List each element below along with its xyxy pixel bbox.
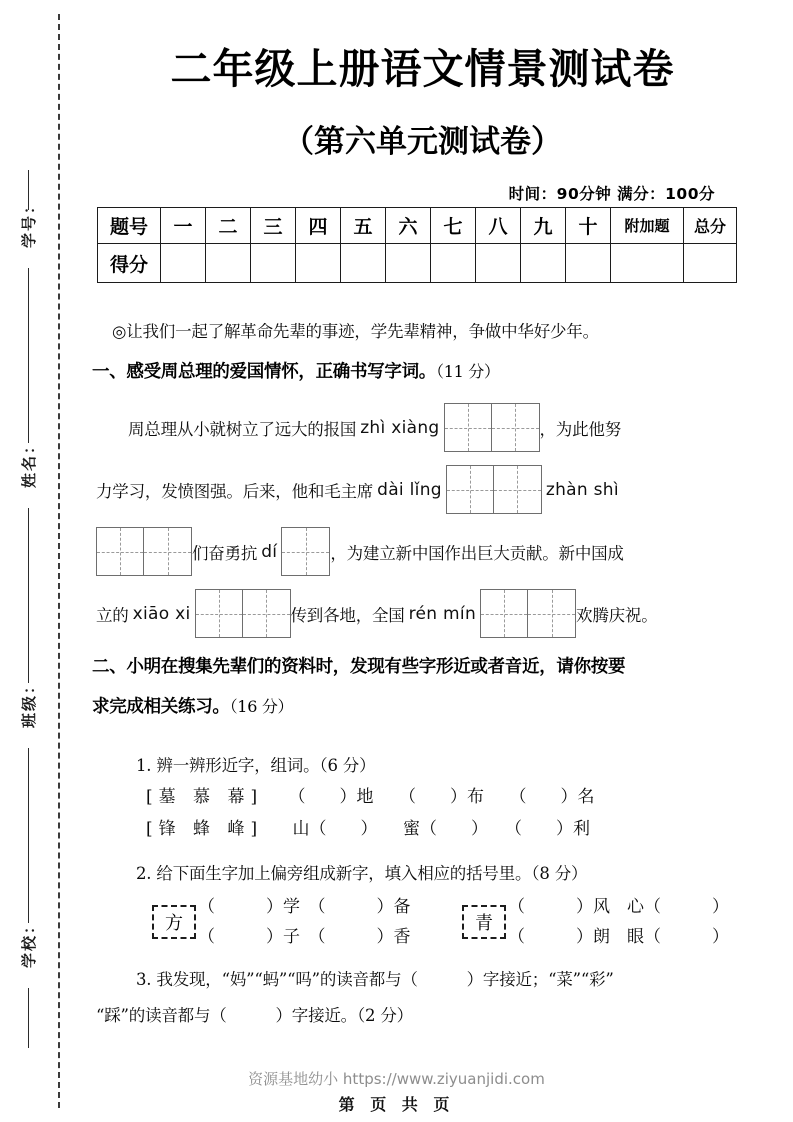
tianzige-cell[interactable] [196,590,243,637]
question-2-fang-line-2[interactable]: （ ）子 （ ）香 [198,927,411,947]
lead-note: ◎让我们一起了解革命先辈的事迹，学先辈精神，争做中华好少年。 [112,322,599,341]
radical-box-fang: 方 [152,905,196,939]
question-2-qing-line-2[interactable]: （ ）朗 眼（ ） [508,927,729,947]
tianzige-2cell[interactable] [444,403,540,452]
pinyin-di: dí [261,541,278,562]
score-col-8: 八 [476,208,521,244]
tianzige-cell[interactable] [243,590,290,637]
score-col-total: 总分 [684,208,737,244]
question-3-prompt-line-2-text[interactable]: “踩”的读音都与（ ）字接近。 [96,1006,357,1025]
margin-label-student-id-text: 学号： [20,196,39,249]
section-two-heading-line-1 [92,653,625,678]
score-table-row-label-question: 题号 [98,208,161,244]
question-3-points: （2 分） [356,1006,413,1025]
section-one-heading [92,358,500,383]
cloze-line-1 [128,403,621,452]
question-2-qing-blanks[interactable] [508,892,729,952]
question-1-row-1 [146,782,594,807]
tianzige-2cell[interactable] [96,527,192,576]
cloze-line-3-post: ，为建立新中国作出巨大贡献。新中国成 [330,543,624,563]
watermark: 资源基地幼小 https://www.ziyuanjidi.com [248,1070,545,1088]
score-cell-7[interactable] [431,244,476,283]
cloze-line-2-pre: 力学习，发愤图强。后来，他和毛主席 [96,481,374,501]
score-col-2: 二 [206,208,251,244]
tianzige-cell[interactable] [447,466,494,513]
tianzige-cell[interactable] [282,528,329,575]
tianzige-cell[interactable] [492,404,539,451]
cloze-line-3-mid: 们奋勇抗 [192,543,258,563]
margin-label-student-id [0,196,58,249]
exam-meta: 时间：90分钟 满分：100分 [508,185,715,203]
tianzige-cell[interactable] [144,528,191,575]
section-two-points: （16 分） [229,697,294,716]
page-subtitle: （第六单元测试卷） [283,124,562,160]
question-1-points: （6 分） [319,756,376,775]
score-table [97,207,737,283]
tianzige-cell[interactable] [528,590,575,637]
margin-label-name [0,436,58,489]
score-cell-5[interactable] [341,244,386,283]
score-col-10: 十 [566,208,611,244]
pinyin-zhan-shi: zhàn shì [545,479,619,500]
score-cell-2[interactable] [206,244,251,283]
tianzige-1cell[interactable] [281,527,330,576]
cloze-line-3 [96,527,624,576]
section-two-heading-line-2-text: 求完成相关练习。 [92,697,230,717]
radical-box-qing: 青 [462,905,506,939]
question-1-row-1-blanks[interactable]: （ ）地 （ ）布 （ ）名 [288,787,595,807]
question-1-number: 1. [136,756,152,775]
tianzige-2cell[interactable] [480,589,576,638]
cloze-line-4-post: 欢腾庆祝。 [576,605,658,625]
cut-dashed-line [58,14,60,1108]
margin-label-name-text: 姓名： [20,436,39,489]
question-3-number: 3. [136,970,152,989]
margin-label-school-text: 学校： [20,916,39,969]
tianzige-2cell[interactable] [446,465,542,514]
table-row-scores [98,244,737,283]
score-col-5: 五 [341,208,386,244]
score-col-6: 六 [386,208,431,244]
question-3-prompt-line-2 [96,1002,413,1026]
section-two-heading-line-2 [92,693,293,718]
tianzige-2cell[interactable] [195,589,291,638]
pinyin-zhi-xiang: zhì xiàng [360,417,440,438]
score-col-1: 一 [161,208,206,244]
cloze-line-4 [96,589,658,638]
section-one-heading-text: 一、感受周总理的爱国情怀，正确书写字词。 [92,362,436,382]
margin-rule [28,988,29,1048]
score-cell-10[interactable] [566,244,611,283]
tianzige-cell[interactable] [445,404,492,451]
score-cell-extra[interactable] [611,244,684,283]
page-title: 二年级上册语文情景测试卷 [170,45,675,93]
pinyin-ren-min: rén mín [408,603,477,624]
margin-label-school [0,916,58,969]
score-cell-total[interactable] [684,244,737,283]
score-cell-8[interactable] [476,244,521,283]
score-cell-6[interactable] [386,244,431,283]
question-3-prompt-line-1-text[interactable]: 我发现，“妈”“蚂”“吗”的读音都与（ ）字接近；“菜”“彩” [156,970,614,989]
question-1-row-2-bracket: [锋 蜂 峰] [146,819,264,839]
pinyin-xiao-xi: xiāo xi [132,603,191,624]
tianzige-cell[interactable] [481,590,528,637]
tianzige-cell[interactable] [494,466,541,513]
score-cell-3[interactable] [251,244,296,283]
score-table-row-label-score: 得分 [98,244,161,283]
question-1-row-2-blanks[interactable]: 山（ ） 蜜（ ） （ ）利 [292,819,590,839]
score-cell-9[interactable] [521,244,566,283]
question-2-qing-line-1[interactable]: （ ）风 心（ ） [508,897,729,917]
margin-rule [28,268,29,443]
cloze-line-1-pre: 周总理从小就树立了远大的报国 [128,419,357,439]
margin-label-class [0,676,58,729]
question-1-row-1-bracket: [墓 慕 幕] [146,787,264,807]
question-2-radical-group-qing [462,892,729,952]
question-1-prompt-text: 辨一辨形近字，组词。 [156,756,320,775]
score-cell-4[interactable] [296,244,341,283]
score-col-3: 三 [251,208,296,244]
question-1-row-2 [146,814,590,839]
margin-rule [28,508,29,683]
score-col-4: 四 [296,208,341,244]
question-2-radical-group-fang [152,892,411,952]
tianzige-cell[interactable] [97,528,144,575]
cloze-line-4-mid: 传到各地，全国 [290,605,405,625]
margin-label-class-text: 班级： [20,676,39,729]
question-2-points: （8 分） [531,864,588,883]
left-margin-column [0,0,58,1122]
question-2-prompt-text: 给下面生字加上偏旁组成新字，填入相应的括号里。 [156,864,532,883]
pinyin-dai-ling: dài lǐng [377,479,442,500]
cloze-line-1-post: ，为此他努 [539,419,622,439]
score-col-9: 九 [521,208,566,244]
question-2-prompt [136,860,587,884]
score-col-extra: 附加题 [611,208,684,244]
cloze-line-4-pre: 立的 [96,605,129,625]
cloze-line-2 [96,465,623,514]
section-one-points: （11 分） [436,362,500,381]
table-row-headers [98,208,737,244]
score-cell-1[interactable] [161,244,206,283]
question-3-prompt-line-1 [136,966,614,990]
question-2-number: 2. [136,864,152,883]
question-1-prompt [136,752,375,776]
question-2-fang-line-1[interactable]: （ ）学 （ ）备 [198,897,411,917]
score-col-7: 七 [431,208,476,244]
margin-rule [28,748,29,923]
page-footer-label: 第 页 共 页 [338,1095,455,1114]
section-two-heading-line-1-text: 二、小明在搜集先辈们的资料时，发现有些字形近或者音近，请你按要 [92,657,626,677]
question-2-fang-blanks[interactable] [198,892,411,952]
